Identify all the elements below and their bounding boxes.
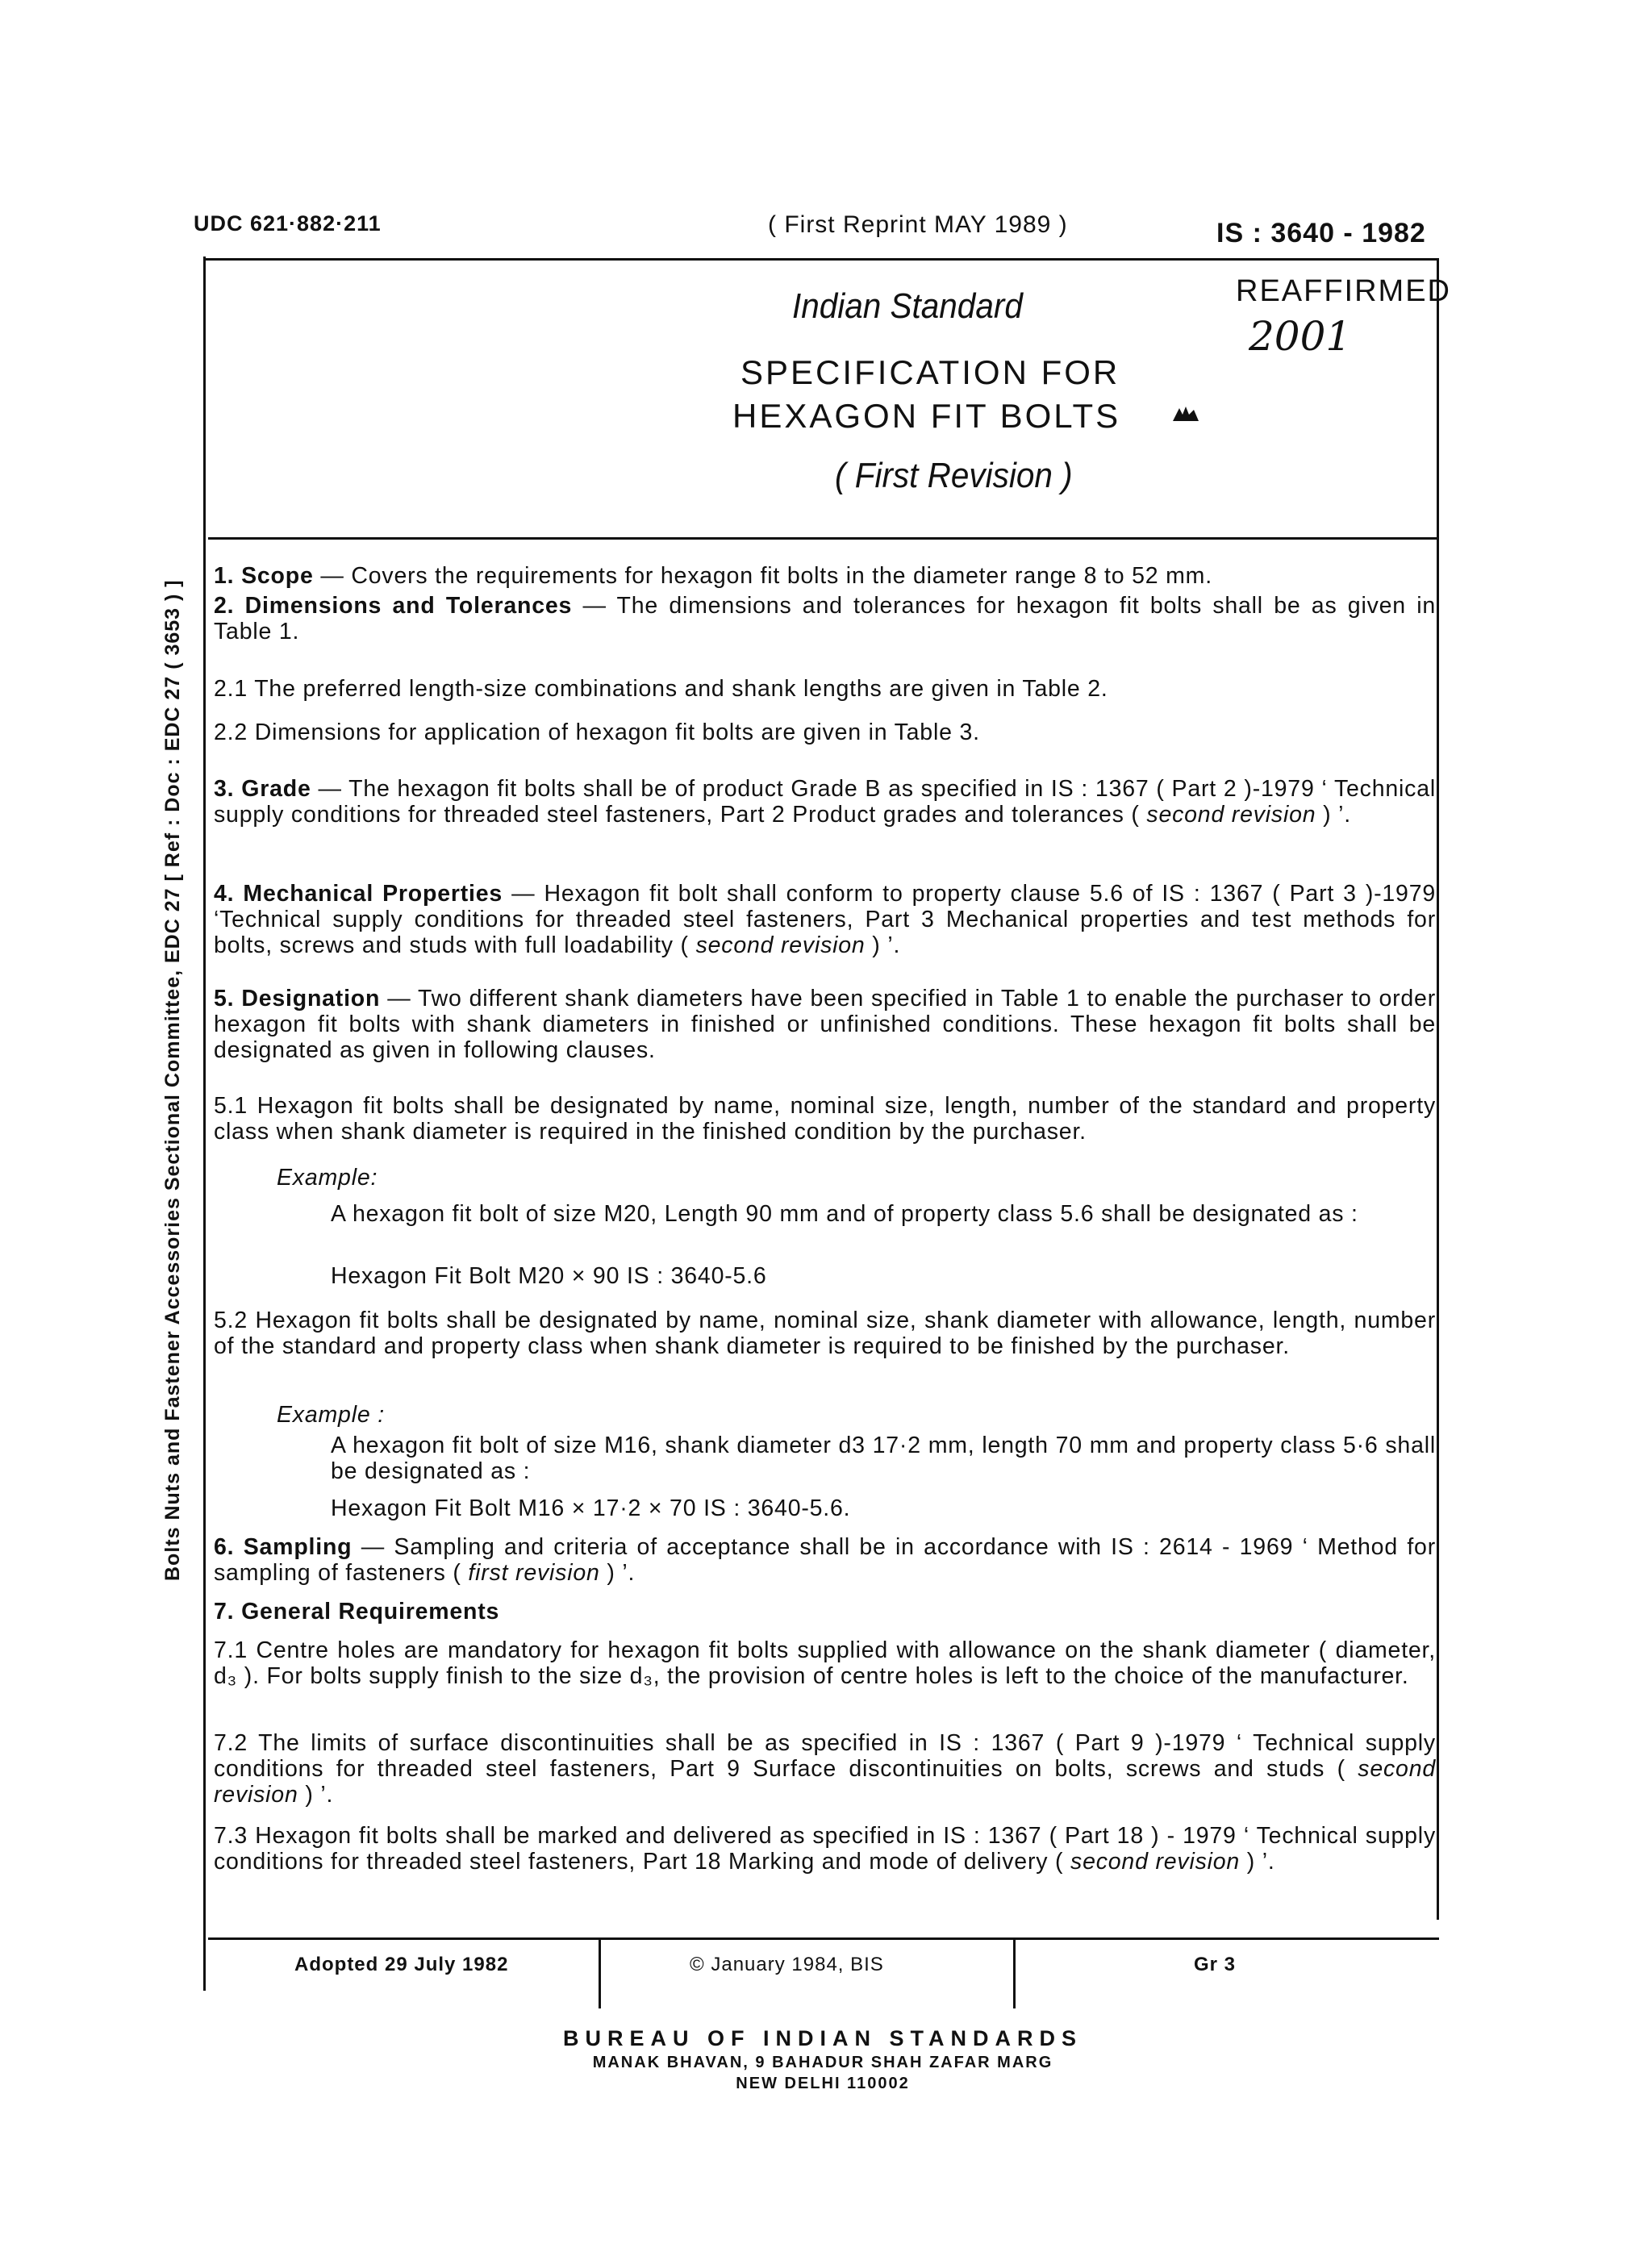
adopted-date: Adopted 29 July 1982 [294, 1954, 509, 1975]
clause-2-2: 2.2 Dimensions for application of hexagon fit bolts are given in Table 3. [214, 719, 980, 745]
reaffirmed-stamp: REAFFIRMED [1236, 274, 1451, 308]
footer-top-border [208, 1937, 1439, 1940]
is-number: IS : 3640 - 1982 [1216, 218, 1426, 248]
footer-divider-2 [1013, 1937, 1016, 2008]
clause-5-1-example-label: Example: [277, 1165, 378, 1191]
group-number: Gr 3 [1194, 1954, 1237, 1975]
revision-label: ( First Revision ) [835, 456, 1073, 495]
clause-4: 4. Mechanical Properties — Hexagon fit bolt shall conform to property clause 5.6 of IS : 1367 ( Part 3 )-1979 ‘Technical supply conditions for threaded steel fasteners, Part 3 Mechanical properties and test methods for bolts, screws and studs with full loadability ( second revision ) ’. [214, 881, 1437, 958]
clause-5-2-example-label: Example : [277, 1402, 385, 1428]
clause-1 [214, 563, 1436, 589]
clause-3: 3. Grade — The hexagon fit bolts shall be of product Grade B as specified in IS : 1367 ( Part 2 )-1979 ‘ Technical supply conditions for threaded steel fasteners, Part 2 Product grades and tolerances ( second revision ) ’. [214, 776, 1436, 828]
committee-side-text: Bolts Nuts and Fastener Accessories Sectional Committee, EDC 27 [ Ref : Doc : EDC 27 ( 3653 ) ] [161, 579, 184, 1581]
right-border [1437, 258, 1439, 1920]
clause-7-3: 7.3 Hexagon fit bolts shall be marked and delivered as specified in IS : 1367 ( Part 18 ) - 1979 ‘ Technical supply conditions for threaded steel fasteners, Part 18 Marking and mode of delivery ( second revision ) ’. [214, 1823, 1436, 1875]
clause-5-2: 5.2 Hexagon fit bolts shall be designated by name, nominal size, shank diameter with allowance, length, number of the standard and property class when shank diameter is required to be finished by the purchaser. [214, 1308, 1436, 1359]
title-line-1: SPECIFICATION FOR [740, 353, 1120, 391]
bis-address-line-1: MANAK BHAVAN, 9 BAHADUR SHAH ZAFAR MARG [592, 2054, 1053, 2071]
clause-1-text: — Covers the requirements for hexagon fit bolts in the diameter range 8 to 52 mm. [313, 563, 1212, 589]
clause-5-1-example: A hexagon fit bolt of size M20, Length 90 mm and of property class 5.6 shall be designated as : [331, 1201, 1358, 1227]
clause-5-2-designation: Hexagon Fit Bolt M16 × 17·2 × 70 IS : 3640-5.6. [331, 1495, 851, 1521]
reprint-note: ( First Reprint MAY 1989 ) [768, 211, 1068, 238]
left-border [203, 257, 206, 1991]
footer-divider-1 [599, 1937, 601, 2008]
clause-5-1-designation: Hexagon Fit Bolt M20 × 90 IS : 3640-5.6 [331, 1263, 767, 1289]
bis-address-line-2: NEW DELHI 110002 [736, 2075, 910, 2092]
clause-7-1: 7.1 Centre holes are mandatory for hexagon fit bolts supplied with allowance on the shank diameter ( diameter, d₃ ). For bolts supply finish to the size d₃, the provision of centre holes is left to the choice of the manufacturer. [214, 1637, 1436, 1689]
clause-1-heading: 1. Scope [214, 563, 314, 589]
reaffirmed-year: 2001 [1249, 313, 1352, 360]
clause-5-1: 5.1 Hexagon fit bolts shall be designated by name, nominal size, length, number of the standard and property class when shank diameter is required in the finished condition by the purchaser. [214, 1093, 1436, 1145]
clause-2-1: 2.1 The preferred length-size combinations and shank lengths are given in Table 2. [214, 676, 1108, 702]
bis-name: BUREAU OF INDIAN STANDARDS [563, 2026, 1083, 2050]
standard-label: Indian Standard [792, 286, 1023, 326]
clause-6: 6. Sampling — Sampling and criteria of acceptance shall be in accordance with IS : 2614 - 1969 ‘ Method for sampling of fasteners ( first revision ) ’. [214, 1534, 1436, 1586]
udc-number: UDC 621·882·211 [194, 211, 382, 236]
copyright-note: © January 1984, BIS [690, 1954, 884, 1975]
clause-7-2: 7.2 The limits of surface discontinuities shall be as specified in IS : 1367 ( Part 9 )-1979 ‘ Technical supply conditions for threaded steel fasteners, Part 9 Surface discontinuities on bolts, screws and studs ( second revision ) ’. [214, 1730, 1436, 1808]
clause-2-text: — The dimensions and tolerances for hexagon fit bolts shall be as given in Table 1. [214, 593, 1436, 644]
clause-2-heading: 2. Dimensions and Tolerances [214, 593, 573, 619]
title-bottom-border [208, 537, 1439, 540]
clause-4-heading: 4. Mechanical Properties [214, 881, 503, 907]
top-border [203, 258, 1439, 261]
clause-5-2-example: A hexagon fit bolt of size M16, shank diameter d3 17·2 mm, length 70 mm and property class 5·6 shall be designated as : [331, 1433, 1436, 1484]
clause-3-heading: 3. Grade [214, 776, 311, 802]
title-line-2: HEXAGON FIT BOLTS [732, 397, 1121, 435]
isi-mark-icon [1171, 403, 1200, 423]
clause-5: 5. Designation — Two different shank diameters have been specified in Table 1 to enable the purchaser to order hexagon fit bolts with shank diameters in finished or unfinished conditions. These hexagon fit bolts shall be designated as given in following clauses. [214, 986, 1437, 1063]
clause-6-heading: 6. Sampling [214, 1534, 353, 1560]
clause-7-heading: 7. General Requirements [214, 1599, 500, 1625]
clause-5-heading: 5. Designation [214, 986, 381, 1011]
clause-2 [214, 593, 1436, 644]
